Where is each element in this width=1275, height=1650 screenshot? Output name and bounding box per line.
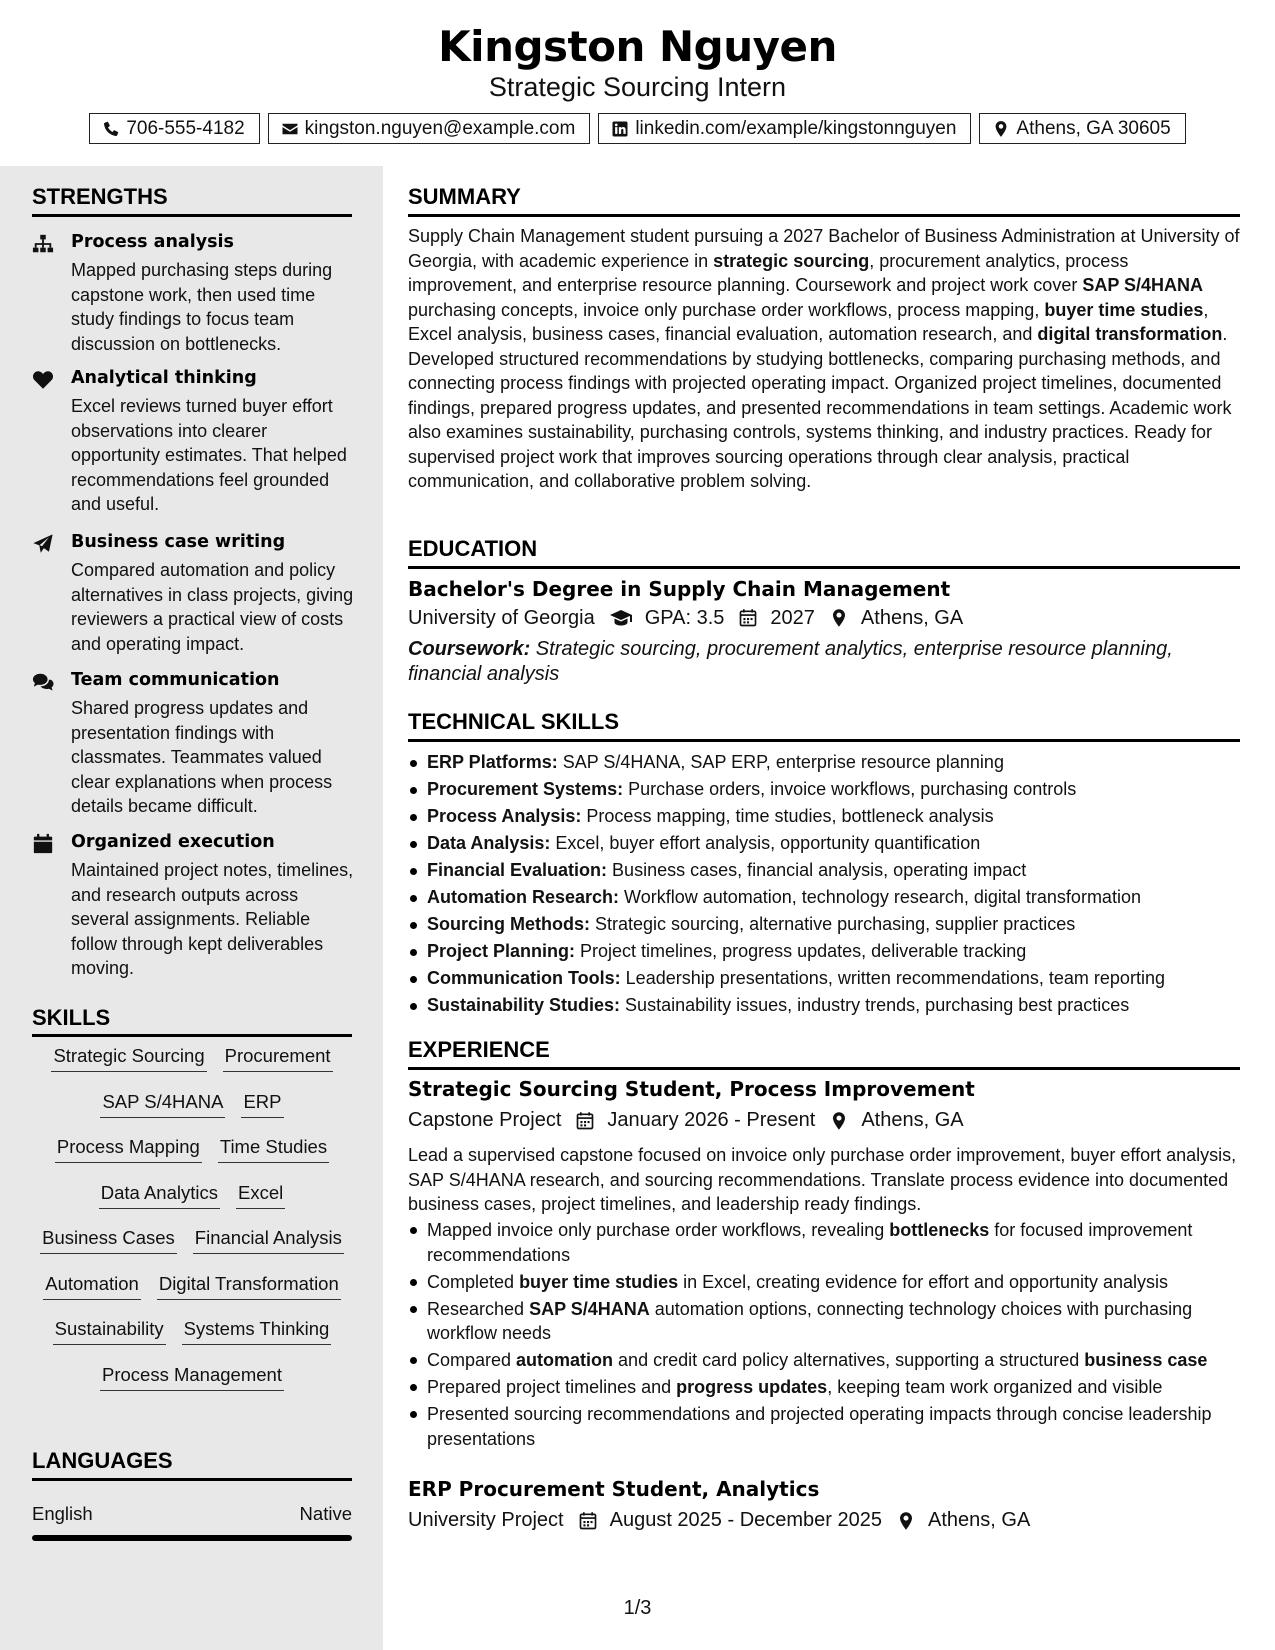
degree-title: Bachelor's Degree in Supply Chain Management <box>408 577 951 601</box>
bullet-segment: Compared <box>427 1350 517 1370</box>
heart-icon <box>32 369 54 391</box>
contact-bar <box>0 113 1275 144</box>
coursework <box>408 637 1240 687</box>
job-meta <box>408 1109 964 1132</box>
list-item <box>408 884 1240 911</box>
coursework-list: Strategic sourcing, procurement analytics, enterprise resource planning, financial analysis <box>408 638 1173 685</box>
summary-highlight: buyer time studies <box>1044 299 1204 320</box>
strength-title: Analytical thinking <box>71 368 257 388</box>
skill-chip-row <box>32 1181 352 1227</box>
skill-category: ERP Platforms: <box>427 752 558 772</box>
skill-chip: Strategic Sourcing <box>51 1044 206 1072</box>
strength-title: Business case writing <box>71 532 286 552</box>
skill-chip: Procurement <box>223 1044 333 1072</box>
bullet-highlight: business case <box>1084 1350 1208 1370</box>
map-pin-icon <box>896 1511 916 1531</box>
skill-chips <box>32 1044 352 1408</box>
list-item <box>408 830 1240 857</box>
strengths-heading: STRENGTHS <box>32 184 168 209</box>
summary-divider <box>408 214 1240 217</box>
skill-category: Data Analysis: <box>427 833 551 853</box>
skill-chip-row <box>32 1272 352 1318</box>
job-dates: January 2026 - Present <box>607 1109 816 1131</box>
skill-chip-row <box>32 1317 352 1363</box>
phone-text: 706-555-4182 <box>126 117 245 139</box>
candidate-title: Strategic Sourcing Intern <box>488 72 787 102</box>
skill-chip-row <box>32 1135 352 1181</box>
phone-icon <box>102 120 120 138</box>
skills-heading: SKILLS <box>32 1005 111 1030</box>
school-location: Athens, GA <box>860 606 964 629</box>
summary-highlight: digital transformation <box>1037 324 1223 344</box>
bullet-highlight: progress updates <box>676 1377 828 1397</box>
skill-chip: ERP <box>241 1090 283 1118</box>
job-description: Lead a supervised capstone focused on invoice only purchase order improvement, buyer effort analysis, SAP S/4HANA research, and sourcing recommendations. Translate process evidence into documented business cases, project timelines, and leadership ready findings. <box>408 1145 1237 1214</box>
graduation-year: 2027 <box>770 606 815 629</box>
skill-chip: Time Studies <box>218 1135 329 1163</box>
skills-divider <box>32 1034 352 1037</box>
skill-chip: Systems Thinking <box>182 1317 332 1345</box>
experience-heading: EXPERIENCE <box>408 1037 550 1062</box>
summary-highlight: SAP S/4HANA <box>1082 275 1204 295</box>
skill-details: Purchase orders, invoice workflows, purchasing controls <box>623 779 1077 799</box>
location-text: Athens, GA 30605 <box>1016 117 1171 139</box>
summary-segment: purchasing concepts, invoice only purchase order workflows, process mapping, <box>408 299 1045 320</box>
strengths-divider <box>32 214 352 217</box>
skill-details: Sustainability issues, industry trends, purchasing best practices <box>620 995 1130 1015</box>
skill-category: Financial Evaluation: <box>427 860 608 880</box>
job-title: ERP Procurement Student, Analytics <box>408 1477 820 1501</box>
resume-header <box>0 0 1275 166</box>
calendar-icon <box>32 833 54 855</box>
strength-description: Shared progress updates and presentation findings with classmates. Teammates valued clear explanations when process details became difficult. <box>71 698 333 816</box>
candidate-name: Kingston Nguyen <box>438 22 837 71</box>
email-text: kingston.nguyen@example.com <box>304 117 576 139</box>
language-row <box>32 1503 352 1525</box>
skill-chip: Data Analytics <box>99 1181 220 1209</box>
job-location: Athens, GA <box>861 1109 964 1131</box>
skill-category: Sourcing Methods: <box>427 914 590 934</box>
chat-bubbles-icon <box>32 671 54 693</box>
envelope-icon <box>281 120 299 138</box>
skill-chip-row <box>32 1044 352 1090</box>
skill-chip: Process Mapping <box>55 1135 202 1163</box>
summary-segment: . Developed structured recommendations by studying bottlenecks, comparing purchasing methods, and connecting process findings with projected operating impact. Organized project timelines, documented findings, prepared progress updates, and presented recommendations in team settings. Academic work also examines sustainability, purchasing controls, systems thinking, and industry practices. Ready for supervised project work that improves sourcing operations through clear analysis, practical communication, and collaborative problem solving. <box>408 324 1232 491</box>
gpa-value: GPA: 3.5 <box>644 606 725 629</box>
languages-divider <box>32 1478 352 1481</box>
bullet-segment: Prepared project timelines and <box>427 1377 677 1397</box>
skill-category: Procurement Systems: <box>427 779 624 799</box>
skill-chip-row <box>32 1090 352 1136</box>
job-location: Athens, GA <box>928 1509 1031 1531</box>
skill-details: Process mapping, time studies, bottleneck analysis <box>581 806 994 826</box>
education-divider <box>408 566 1240 569</box>
list-item <box>408 803 1240 830</box>
list-item <box>408 1270 1240 1295</box>
bullet-segment: Researched <box>427 1298 530 1319</box>
skill-category: Process Analysis: <box>427 806 582 826</box>
contact-email[interactable] <box>268 113 591 144</box>
list-item <box>408 749 1240 776</box>
linkedin-text: linkedin.com/example/kingstonnguyen <box>635 117 957 139</box>
list-item <box>408 911 1240 938</box>
job-org: University Project <box>408 1509 564 1531</box>
technical-skills-divider <box>408 739 1240 742</box>
strength-description: Mapped purchasing steps during capstone work, then used time study findings to focus team discussion on bottlenecks. <box>71 260 333 354</box>
skill-chip: Business Cases <box>40 1226 177 1254</box>
job-dates: August 2025 - December 2025 <box>609 1509 883 1531</box>
strength-title: Organized execution <box>71 832 275 852</box>
list-item <box>408 1297 1240 1346</box>
skill-details: Project timelines, progress updates, deliverable tracking <box>575 941 1027 961</box>
job-title: Strategic Sourcing Student, Process Improvement <box>408 1077 975 1101</box>
bullet-segment: Completed <box>427 1271 520 1292</box>
coursework-label: Coursework: <box>408 638 531 660</box>
languages-heading: LANGUAGES <box>32 1448 173 1473</box>
experience-divider <box>408 1067 1240 1070</box>
strength-description: Maintained project notes, timelines, and research outputs across several assignments. Reliable follow through kept deliverables moving. <box>71 860 354 978</box>
calendar-icon <box>575 1111 595 1131</box>
bullet-segment: in Excel, creating evidence for effort and opportunity analysis <box>678 1271 1169 1292</box>
list-item <box>408 938 1240 965</box>
bullet-highlight: buyer time studies <box>519 1271 679 1292</box>
summary-segment: , procurement analytics, process improvement, and enterprise resource planning. Coursework and project work cover <box>408 250 1129 295</box>
map-pin-icon <box>829 1111 849 1131</box>
language-level: Native <box>299 1503 352 1524</box>
summary-highlight: strategic sourcing <box>713 250 870 271</box>
skill-chip: SAP S/4HANA <box>100 1090 225 1118</box>
strength-title: Process analysis <box>71 232 234 252</box>
skill-chip: Process Management <box>100 1363 284 1391</box>
list-item <box>408 965 1240 992</box>
skill-chip: Digital Transformation <box>157 1272 341 1300</box>
skill-category: Communication Tools: <box>427 968 621 988</box>
school-name: University of Georgia <box>408 606 595 629</box>
skill-chip: Financial Analysis <box>193 1226 344 1254</box>
technical-skills-list <box>408 749 1240 1019</box>
skill-details: SAP S/4HANA, SAP ERP, enterprise resource planning <box>557 752 1004 772</box>
skill-category: Automation Research: <box>427 887 620 907</box>
skill-chip: Automation <box>43 1272 141 1300</box>
education-heading: EDUCATION <box>408 536 538 561</box>
skill-chip-row <box>32 1226 352 1272</box>
summary-segment: Supply Chain Management student pursuing a 2027 Bachelor of Business Administration at University of Georgia, with academic experience in <box>408 226 1240 271</box>
skill-chip: Sustainability <box>53 1317 166 1345</box>
technical-skills-heading: TECHNICAL SKILLS <box>408 709 620 734</box>
strength-title: Team communication <box>71 670 280 690</box>
bullet-highlight: automation <box>516 1350 614 1370</box>
skill-chip: Excel <box>236 1181 285 1209</box>
list-item <box>408 1348 1240 1373</box>
linkedin-icon <box>611 120 629 138</box>
calendar-icon <box>738 608 758 628</box>
map-pin-icon <box>992 120 1010 138</box>
strength-description: Excel reviews turned buyer effort observations into clearer opportunity estimates. That helped recommendations feel grounded and useful. <box>71 396 347 514</box>
list-item <box>408 1375 1240 1400</box>
bullet-segment: for focused improvement recommendations <box>427 1220 1193 1265</box>
skill-category: Sustainability Studies: <box>427 995 621 1015</box>
paper-plane-icon <box>32 533 54 555</box>
skill-category: Project Planning: <box>427 941 576 961</box>
bullet-segment: Presented sourcing recommendations and projected operating impacts through concise leadership presentations <box>427 1404 1212 1449</box>
skill-details: Business cases, financial analysis, operating impact <box>607 860 1027 880</box>
job-org: Capstone Project <box>408 1109 562 1131</box>
list-item <box>408 1218 1240 1267</box>
contact-phone[interactable] <box>89 113 259 144</box>
bullet-highlight: SAP S/4HANA <box>529 1298 650 1319</box>
summary-text <box>408 224 1240 494</box>
skill-details: Strategic sourcing, alternative purchasing, supplier practices <box>590 914 1076 934</box>
page-number: 1/3 <box>623 1597 652 1619</box>
map-pin-icon <box>829 608 849 628</box>
job-bullets <box>408 1218 1240 1454</box>
bullet-segment: , keeping team work organized and visible <box>827 1377 1163 1397</box>
list-item <box>408 992 1240 1019</box>
calendar-icon <box>578 1511 598 1531</box>
bullet-segment: Mapped invoice only purchase order workflows, revealing <box>427 1220 890 1240</box>
job-meta <box>408 1509 1030 1532</box>
skill-details: Leadership presentations, written recommendations, team reporting <box>620 968 1165 988</box>
language-proficiency-bar <box>32 1535 352 1541</box>
contact-linkedin[interactable] <box>598 113 971 144</box>
org-chart-icon <box>32 233 54 255</box>
contact-location <box>979 113 1185 144</box>
list-item <box>408 1402 1240 1451</box>
list-item <box>408 776 1240 803</box>
summary-heading: SUMMARY <box>408 184 521 209</box>
graduation-cap-icon <box>609 606 633 630</box>
summary-segment: , Excel analysis, business cases, financial evaluation, automation research, and <box>408 299 1209 344</box>
bullet-segment: and credit card policy alternatives, supporting a structured <box>613 1350 1085 1370</box>
list-item <box>408 857 1240 884</box>
skill-chip-row <box>32 1363 352 1409</box>
language-name: English <box>32 1503 93 1524</box>
skill-details: Workflow automation, technology research, digital transformation <box>619 887 1141 907</box>
skill-details: Excel, buyer effort analysis, opportunity quantification <box>550 833 981 853</box>
bullet-highlight: bottlenecks <box>889 1220 990 1240</box>
education-meta <box>408 606 963 630</box>
strength-description: Compared automation and policy alternatives in class projects, giving reviewers a practical view of costs and operating impact. <box>71 560 354 654</box>
bullet-segment: automation options, connecting technology choices with purchasing workflow needs <box>427 1298 1193 1343</box>
